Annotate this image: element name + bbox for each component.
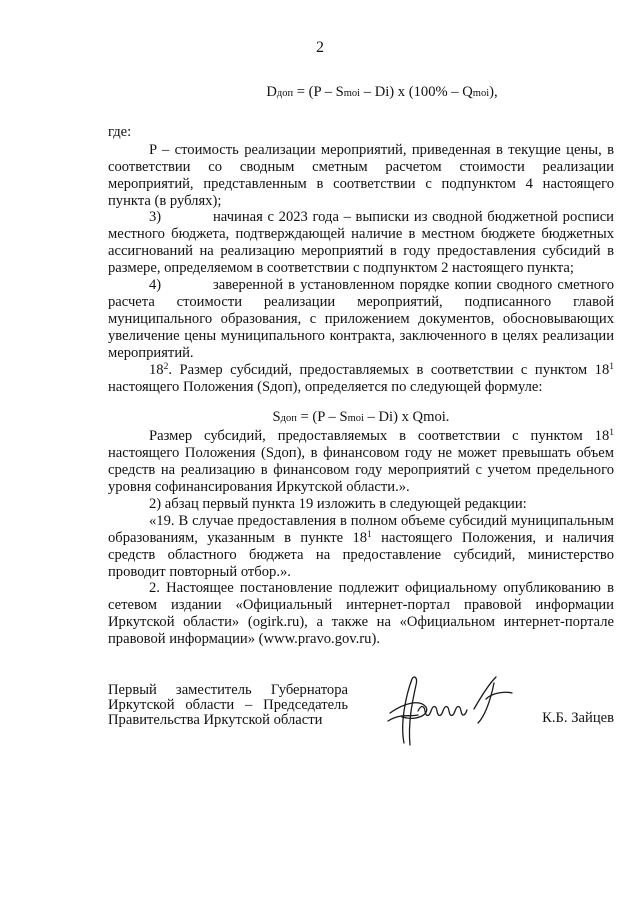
formula-s-dop: Sдоп = (P – Smoi – Di) x Qmoi. xyxy=(272,409,450,426)
item-number: 3) xyxy=(149,209,162,226)
paragraph-19: «19. В случае предоставления в полном объеме субсидий муниципальным образованиям, указанным в пункте $18^1$ настоящего Положения, и наличия средств областного бюджета на предоставление субсидий, министерство проводит повторный отбор.». xyxy=(108,512,614,580)
item-3-paragraph: 3) начиная с 2023 года – выписки из сводной бюджетной росписи местного бюджета, подтверждающей наличие в местном бюджете бюджетных ассигнований на реализацию мероприятий в году предоставления субсидий в размере, определяемом в соответствии с подпунктом 2 настоящего пункта; xyxy=(108,209,614,277)
page-number: 2 xyxy=(316,39,324,56)
signatory-title-line: Правительства Иркутской области xyxy=(108,712,323,728)
signatory-title-line: Первый заместитель Губернатора xyxy=(108,682,348,698)
where-label: где: xyxy=(108,123,132,140)
document-body xyxy=(108,84,614,648)
signatory-name: К.Б. Зайцев xyxy=(542,710,614,726)
item-number: 4) xyxy=(149,277,162,294)
formula-d-dop: Dдоп = (P – Smoi – Di) x (100% – Qmoi), xyxy=(266,84,498,100)
p-definition-paragraph: P – стоимость реализации мероприятий, приведенная в текущие цены, в соответствии со сводным сметным расчетом стоимости реализации мероприятий, представленным в соответствии с подпунктом 4 настоящего пункта (в рублях); xyxy=(108,141,614,209)
item-4-paragraph: 4) заверенной в установленном порядке копии сводного сметного расчета стоимости реализации мероприятий, подписанного главой муниципального образования, с приложением документов, обосновывающих увеличение цены муниципального контракта, заключенного в целях реализации мероприятий. xyxy=(108,277,614,361)
publication-paragraph: 2. Настоящее постановление подлежит официальному опубликованию в сетевом издании «Официальный интернет-портал правовой информации Иркутской области» (ogirk.ru), а также на «Официальном интернет-портале правовой информации» (www.pravo.gov.ru). xyxy=(108,580,614,648)
handwritten-signature xyxy=(374,673,524,751)
signatory-title-line: Иркутской области – Председатель xyxy=(108,697,348,713)
subsidy-size-paragraph: Размер субсидий, предоставляемых в соответствии с пунктом $18^1$ настоящего Положения (Sдоп), в финансовом году не может превышать объем средств на реализацию в финансовом году мероприятий с учетом предельного уровня софинансирования Иркутской области.». xyxy=(108,428,614,496)
amendment-2-paragraph: 2) абзац первый пункта 19 изложить в следующей редакции: xyxy=(149,495,527,512)
signature-block xyxy=(108,683,614,763)
paragraph-18-2: $18^2$. Размер субсидий, предоставляемых в соответствии с пунктом $18^1$ настоящего Положения (Sдоп), определяется по следующей формуле: xyxy=(108,361,614,395)
signatory-title xyxy=(108,683,348,728)
